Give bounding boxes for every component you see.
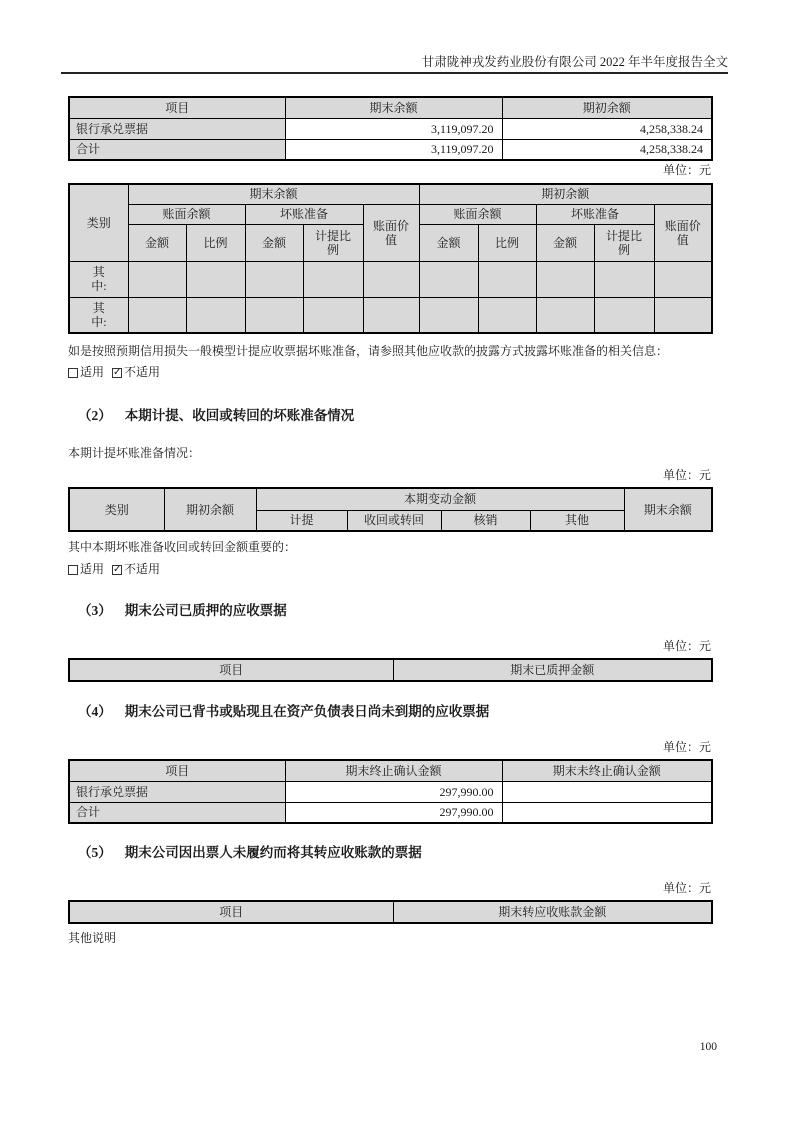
- col-header-beginning-balance: 期初余额: [164, 488, 256, 531]
- section-heading-4: [78, 703, 793, 720]
- checkbox-unchecked-icon: [68, 368, 78, 378]
- table-row: [69, 297, 712, 333]
- col-header-category: 类别: [69, 184, 128, 261]
- section-title: 本期计提、收回或转回的坏账准备情况: [124, 408, 355, 423]
- row-label: 银行承兑票据: [69, 781, 285, 802]
- bills-balance-table: [68, 96, 713, 161]
- section2-intro: 本期计提坏账准备情况：: [68, 446, 201, 460]
- table-row-total: [69, 802, 712, 823]
- table-cell-empty: [128, 261, 186, 297]
- bad-debt-category-table: [68, 183, 713, 334]
- applicability-choice: [68, 563, 793, 576]
- table-cell-empty: [654, 261, 712, 297]
- col-header-ratio: 比例: [478, 224, 536, 261]
- page-header-title: 甘肃陇神戎发药业股份有限公司 2022 年半年度报告全文: [61, 55, 728, 74]
- col-header-amount: 金额: [536, 224, 594, 261]
- page-number: 100: [699, 1041, 717, 1053]
- option-label: 适用: [80, 562, 105, 576]
- col-header-not-derecognized-amount: 期末未终止确认金额: [502, 760, 712, 781]
- col-header-recovery-reversal: 收回或转回: [347, 510, 441, 531]
- col-header-amount: 金额: [128, 224, 186, 261]
- pledged-bills-table: [68, 658, 713, 682]
- table-cell-empty: [502, 781, 712, 802]
- checkbox-checked-icon: ✓: [113, 366, 122, 378]
- table-cell-empty: [186, 261, 245, 297]
- section-heading-3: [78, 602, 793, 619]
- col-header-ending-balance: 期末余额: [624, 488, 712, 531]
- option-not-applicable: [112, 563, 160, 576]
- group-header-beginning-balance: 期初余额: [419, 184, 712, 204]
- unit-label: 单位：元: [662, 881, 711, 895]
- table-row: [69, 118, 712, 139]
- section-heading-2: [78, 407, 793, 424]
- table-cell-empty: [536, 261, 594, 297]
- col-header-transferred-amount: 期末转应收账款金额: [393, 901, 712, 923]
- transferred-receivables-table: [68, 900, 713, 924]
- book-value-label: 账面价值: [664, 218, 701, 247]
- book-value-label: 账面价值: [372, 218, 409, 247]
- ecl-model-note: 如是按照预期信用损失一般模型计提应收票据坏账准备，请参照其他应收款的披露方式披露坏账准备的相关信息：: [68, 344, 669, 358]
- col-header-item: 项目: [69, 901, 393, 923]
- unit-label: 单位：元: [662, 740, 711, 754]
- section-heading-5: [78, 844, 793, 861]
- table-row: [69, 781, 712, 802]
- checkbox-checked-icon: ✓: [113, 563, 122, 575]
- table-cell-empty: [245, 261, 303, 297]
- table-cell-empty: [654, 297, 712, 333]
- col-header-beginning-balance: 期初余额: [502, 97, 712, 118]
- option-label: 不适用: [124, 562, 161, 576]
- col-header-amount: 金额: [245, 224, 303, 261]
- other-notes-label: 其他说明: [68, 931, 117, 945]
- col-header-other: 其他: [530, 510, 624, 531]
- ending-balance-value: 3,119,097.20: [285, 139, 502, 160]
- col-header-provision: 计提: [256, 510, 347, 531]
- subgroup-book-balance: 账面余额: [128, 204, 245, 224]
- provision-ratio-label: 计提比例: [605, 228, 642, 257]
- row-label: 合计: [69, 802, 285, 823]
- row-label: 合计: [69, 139, 285, 160]
- provision-ratio-label: 计提比例: [314, 228, 351, 257]
- table-row: [69, 261, 712, 297]
- ending-balance-value: 3,119,097.20: [285, 118, 502, 139]
- option-not-applicable: [112, 366, 160, 379]
- table-cell-empty: [128, 297, 186, 333]
- subgroup-book-balance: 账面余额: [419, 204, 536, 224]
- section-number: （3）: [78, 603, 112, 618]
- row-label-among-which: 其中:: [69, 261, 128, 297]
- provision-change-table: [68, 487, 713, 532]
- table-row-total: [69, 139, 712, 160]
- table-cell-empty: [536, 297, 594, 333]
- section-title: 期末公司因出票人未履约而将其转应收账款的票据: [124, 845, 422, 860]
- beginning-balance-value: 4,258,338.24: [502, 118, 712, 139]
- section-number: （5）: [78, 845, 112, 860]
- unit-label: 单位：元: [662, 639, 711, 653]
- col-header-provision-ratio: [594, 224, 654, 261]
- col-header-amount: 金额: [419, 224, 478, 261]
- col-header-derecognized-amount: 期末终止确认金额: [285, 760, 502, 781]
- row-label: 银行承兑票据: [69, 118, 285, 139]
- derecognized-amount-value: 297,990.00: [285, 781, 502, 802]
- row-label-among-which: 其中:: [69, 297, 128, 333]
- table-cell-empty: [419, 261, 478, 297]
- table-cell-empty: [594, 261, 654, 297]
- subgroup-bad-debt-provision: 坏账准备: [536, 204, 654, 224]
- option-label: 不适用: [124, 365, 161, 379]
- unit-label: 单位：元: [662, 468, 711, 482]
- table-cell-empty: [478, 297, 536, 333]
- table-cell-empty: [363, 297, 419, 333]
- subgroup-bad-debt-provision: 坏账准备: [245, 204, 363, 224]
- col-header-category: 类别: [69, 488, 164, 531]
- col-header-pledged-amount: 期末已质押金额: [393, 659, 712, 681]
- col-header-item: 项目: [69, 659, 393, 681]
- option-label: 适用: [80, 365, 105, 379]
- col-header-provision-ratio: [303, 224, 363, 261]
- group-header-current-change: 本期变动金额: [256, 488, 624, 510]
- table-cell-empty: [419, 297, 478, 333]
- unit-label: 单位：元: [662, 163, 711, 177]
- section-title: 期末公司已背书或贴现且在资产负债表日尚未到期的应收票据: [124, 704, 490, 719]
- applicability-choice: [68, 366, 793, 379]
- section-number: （2）: [78, 408, 112, 423]
- option-applicable: [68, 563, 104, 576]
- col-header-book-value: [654, 204, 712, 261]
- col-header-ending-balance: 期末余额: [285, 97, 502, 118]
- endorsed-discounted-bills-table: [68, 759, 713, 824]
- table-cell-empty: [303, 297, 363, 333]
- section-title: 期末公司已质押的应收票据: [124, 603, 287, 618]
- table-cell-empty: [245, 297, 303, 333]
- col-header-book-value: [363, 204, 419, 261]
- col-header-item: 项目: [69, 97, 285, 118]
- option-applicable: [68, 366, 104, 379]
- table-cell-empty: [363, 261, 419, 297]
- table-cell-empty: [303, 261, 363, 297]
- table-cell-empty: [186, 297, 245, 333]
- derecognized-amount-value: 297,990.00: [285, 802, 502, 823]
- col-header-ratio: 比例: [186, 224, 245, 261]
- section-number: （4）: [78, 704, 112, 719]
- section2-note: 其中本期坏账准备收回或转回金额重要的：: [68, 540, 297, 554]
- checkbox-unchecked-icon: [68, 565, 78, 575]
- group-header-ending-balance: 期末余额: [128, 184, 419, 204]
- col-header-item: 项目: [69, 760, 285, 781]
- col-header-write-off: 核销: [441, 510, 530, 531]
- table-cell-empty: [502, 802, 712, 823]
- table-cell-empty: [478, 261, 536, 297]
- beginning-balance-value: 4,258,338.24: [502, 139, 712, 160]
- table-cell-empty: [594, 297, 654, 333]
